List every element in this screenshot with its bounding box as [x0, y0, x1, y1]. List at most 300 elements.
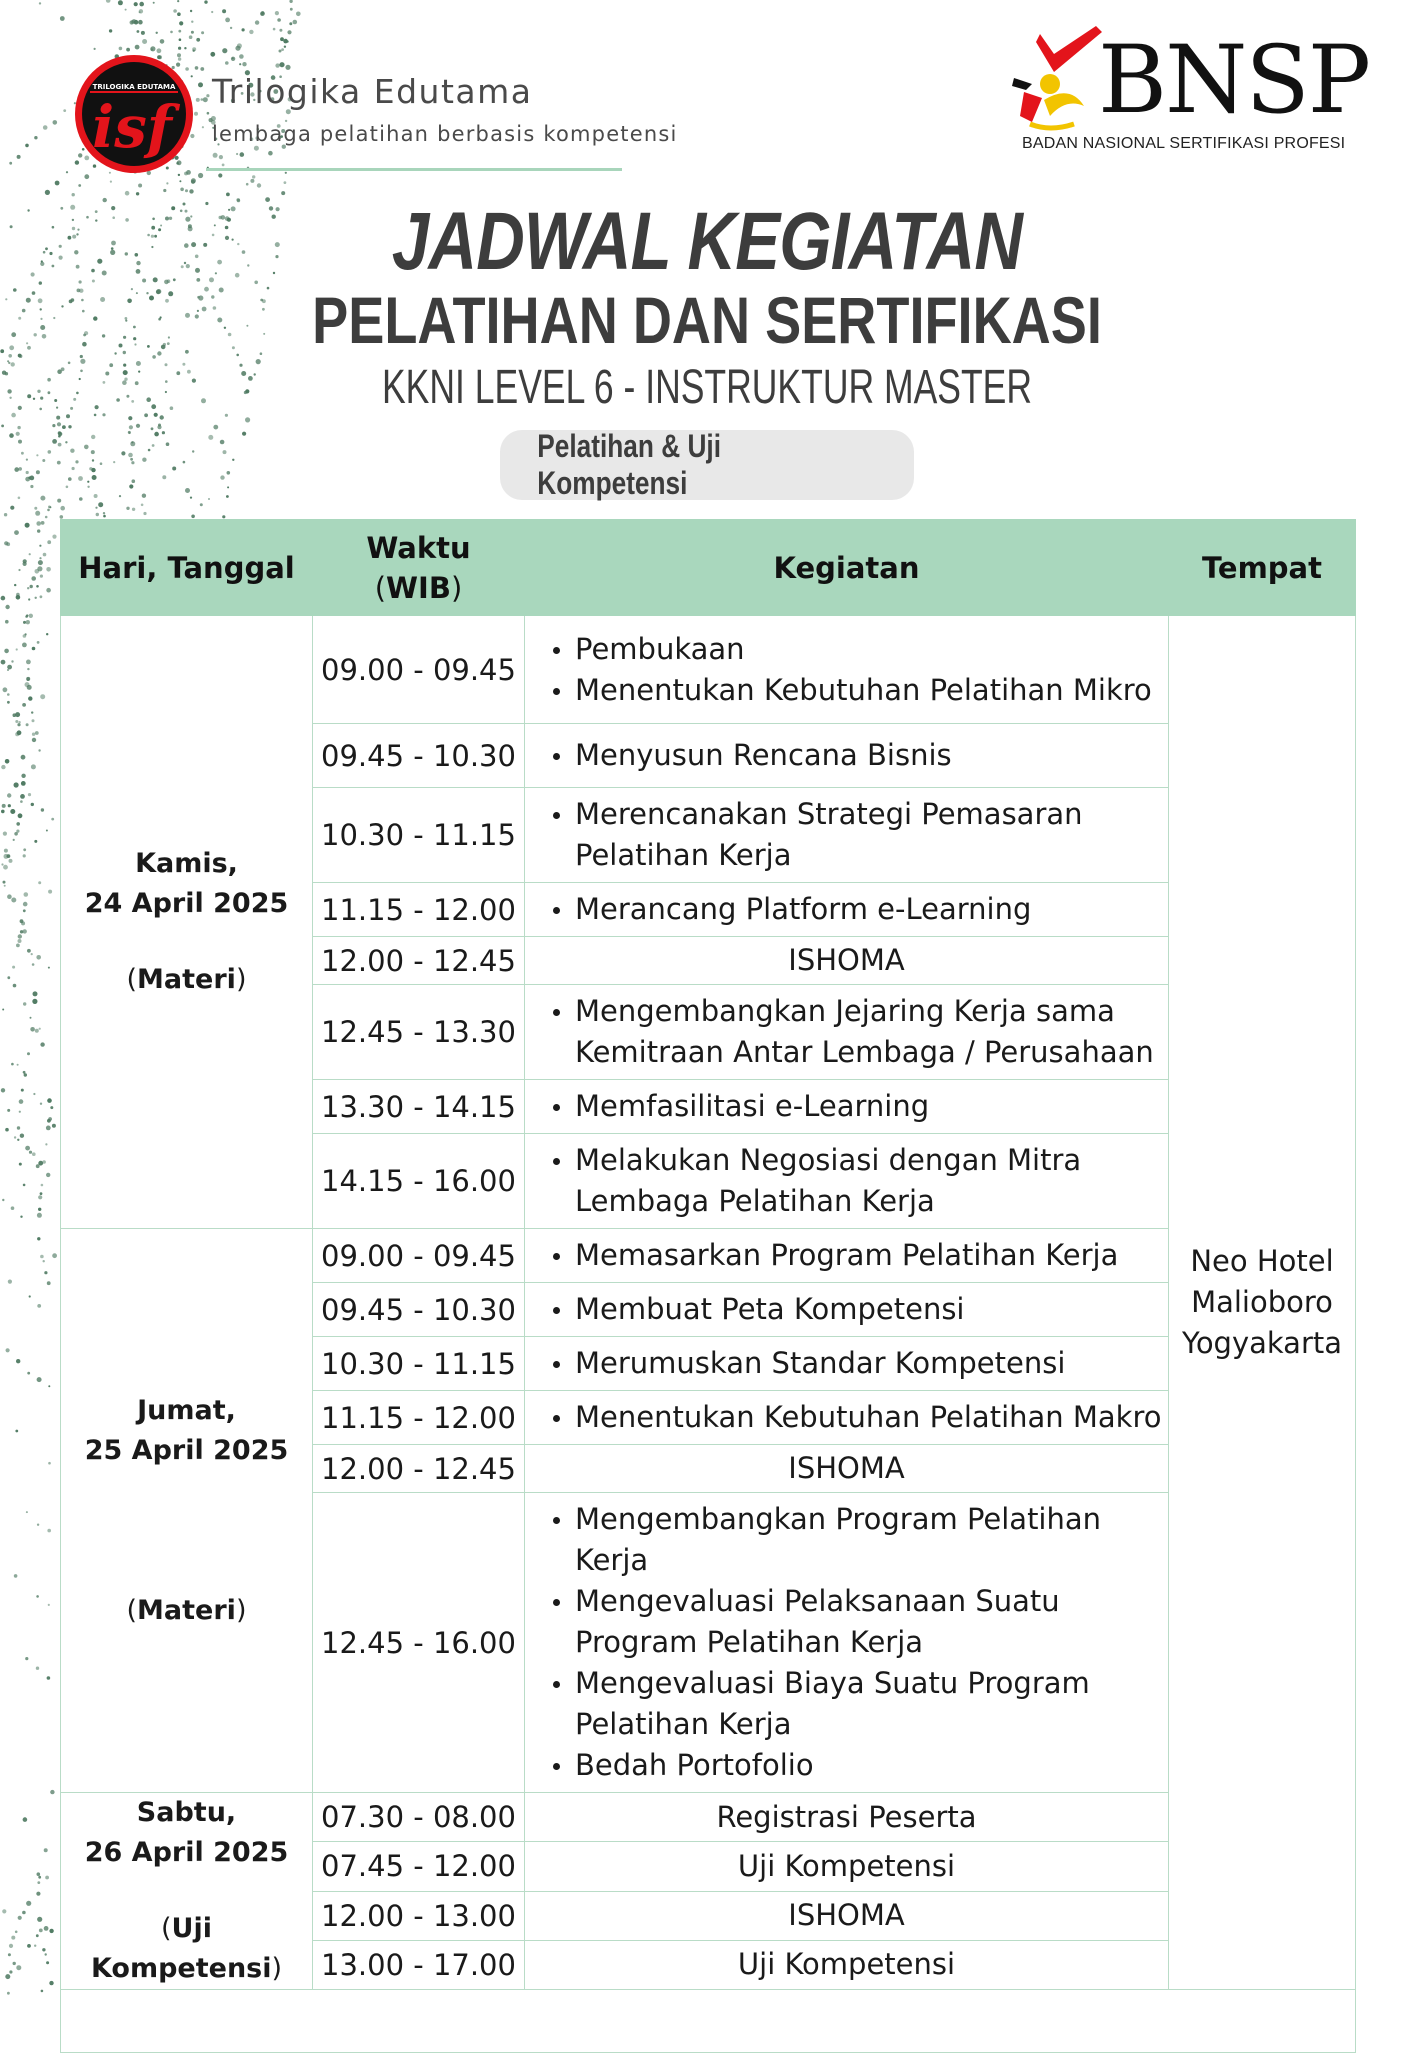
decor-dot [31, 953, 33, 955]
decor-dot [8, 1953, 11, 1956]
decor-dot [37, 1213, 42, 1218]
decor-dot [5, 620, 9, 624]
decor-dot [37, 641, 40, 644]
day-name: Jumat, [137, 1394, 236, 1426]
decor-dot [20, 1216, 22, 1218]
decor-dot [27, 949, 31, 953]
badge-label: Pelatihan & Uji Kompetensi [537, 428, 721, 501]
decor-dot [41, 1990, 44, 1993]
decor-dot [38, 560, 43, 565]
time-cell: 12.00 - 13.00 [313, 1891, 525, 1940]
decor-dot [47, 540, 51, 544]
decor-dot [37, 1524, 39, 1526]
decor-dot [7, 669, 9, 671]
decor-dot [8, 1280, 12, 1284]
decor-dot [1, 1088, 5, 1092]
decor-dot [41, 1184, 44, 1187]
day-type: Materi [137, 964, 236, 995]
bnsp-subtitle: BADAN NASIONAL SERTIFIKASI PROFESI [1022, 135, 1346, 152]
decor-dot [22, 643, 27, 648]
decor-dot [31, 803, 34, 806]
place-line: Malioboro [1191, 1285, 1333, 1319]
activity-item: Melakukan Negosiasi dengan Mitra Lembaga Pelatihan Kerja [575, 1140, 1168, 1222]
activity-cell [525, 724, 1169, 788]
decor-dot [18, 939, 22, 943]
decor-dot [17, 1064, 19, 1066]
decor-dot [14, 1574, 18, 1578]
decor-dot [11, 660, 13, 662]
decor-dot [37, 1917, 42, 1922]
decor-dot [5, 759, 10, 764]
decor-dot [5, 1128, 9, 1132]
decor-dot [7, 793, 11, 797]
decor-dot [37, 1237, 40, 1240]
decor-dot [29, 1151, 32, 1154]
decor-dot [34, 1945, 36, 1947]
decor-dot [13, 839, 15, 841]
decor-dot [23, 848, 26, 851]
decor-dot [21, 921, 25, 925]
time-cell: 09.45 - 10.30 [313, 724, 525, 788]
decor-dot [38, 1208, 41, 1211]
decor-dot [6, 1348, 10, 1352]
decor-dot [25, 523, 30, 528]
activity-item: Merencanakan Strategi Pemasaran Pelatihan Kerja [575, 794, 1168, 876]
decor-dot [26, 660, 31, 665]
decor-dot [29, 1295, 31, 1297]
activity-cell [525, 1337, 1169, 1391]
decor-dot [44, 1926, 49, 1931]
place-line: Neo Hotel [1190, 1244, 1334, 1278]
decor-dot [6, 542, 10, 546]
decor-dot [37, 1872, 41, 1876]
decor-dot [49, 1981, 53, 1985]
day-type: Materi [137, 1594, 236, 1626]
activity-item: Membuat Peta Kompetensi [575, 1289, 1168, 1330]
activity-cell [525, 883, 1169, 937]
header-activity: Kegiatan [525, 520, 1169, 616]
decor-dot [23, 1071, 26, 1074]
decor-dot [1, 863, 3, 865]
decor-dot [15, 1430, 18, 1433]
decor-dot [40, 694, 45, 699]
decor-dot [50, 1790, 54, 1794]
decor-dot [14, 584, 16, 586]
title-secondary: PELATIHAN DAN SERTIFIKASI [312, 283, 1102, 357]
bnsp-name: BNSP [1098, 26, 1369, 135]
decor-dot [49, 1929, 53, 1933]
decor-dot [7, 693, 10, 696]
decor-dot [48, 890, 52, 894]
decor-dot [17, 1126, 20, 1129]
decor-dot [45, 1143, 47, 1145]
day-cell: Jumat, 25 April 2025 (Materi) [61, 1229, 313, 1793]
activity-cell-centered: ISHOMA [525, 1891, 1169, 1940]
decor-dot [21, 781, 26, 786]
decor-dot [30, 585, 33, 588]
decor-dot [39, 1929, 43, 1933]
decor-dot [6, 854, 10, 858]
day-cell: Sabtu, 26 April 2025 (Uji Kompetensi) [61, 1793, 313, 1990]
decor-dot [40, 595, 43, 598]
decor-dot [7, 1109, 10, 1112]
decor-dot [52, 1124, 56, 1128]
decor-dot [34, 840, 37, 843]
decor-dot [47, 1119, 51, 1123]
decor-dot [3, 881, 6, 884]
decor-dot [32, 647, 36, 651]
decor-dot [16, 1965, 21, 1970]
activity-list [525, 629, 1168, 711]
activity-cell-centered: Uji Kompetensi [525, 1842, 1169, 1891]
decor-dot [27, 1372, 30, 1375]
decor-dot [16, 822, 20, 826]
decor-dot [36, 585, 39, 588]
decor-dot [20, 1134, 24, 1138]
decor-dot [1, 765, 5, 769]
decor-dot [32, 963, 35, 966]
decor-dot [38, 1876, 41, 1879]
decor-dot [11, 1206, 15, 1210]
decor-dot [41, 808, 44, 811]
decor-dot [15, 712, 20, 717]
decor-dot [16, 944, 20, 948]
decor-dot [9, 1970, 12, 1973]
decor-dot [16, 1359, 20, 1363]
decor-dot [25, 1657, 28, 1660]
activity-list [525, 794, 1168, 876]
activity-cell [525, 1493, 1169, 1793]
decor-dot [37, 529, 40, 532]
decor-dot [31, 764, 36, 769]
activity-item: Mengembangkan Program Pelatihan Kerja [575, 1499, 1168, 1581]
activity-cell-centered: ISHOMA [525, 1445, 1169, 1493]
decor-dot [16, 593, 20, 597]
activity-list [525, 1397, 1168, 1438]
decor-dot [7, 894, 12, 899]
day-name: Sabtu, [136, 1797, 237, 1828]
decor-dot [27, 1944, 31, 1948]
decor-dot [36, 521, 41, 526]
decor-dot [11, 898, 16, 903]
schedule-table-container [60, 519, 1355, 2053]
decor-dot [1, 660, 6, 665]
time-cell: 12.00 - 12.45 [313, 937, 525, 985]
place-cell [1169, 616, 1356, 1990]
decor-dot [48, 967, 50, 969]
decor-dot [23, 1002, 26, 1005]
brand-name: Trilogika Edutama [212, 72, 533, 111]
activity-list [525, 991, 1168, 1073]
decor-dot [36, 1667, 39, 1670]
decor-dot [24, 892, 29, 897]
time-cell: 07.45 - 12.00 [313, 1842, 525, 1891]
activity-cell [525, 1229, 1169, 1283]
decor-dot [23, 1817, 28, 1822]
decor-dot [23, 909, 26, 912]
decor-dot [43, 1260, 45, 1262]
decor-dot [38, 1195, 42, 1199]
activity-list [525, 735, 1168, 776]
decor-dot [48, 1385, 50, 1387]
activity-item: Memasarkan Program Pelatihan Kerja [575, 1235, 1168, 1276]
decor-dot [37, 1881, 40, 1884]
decor-dot [46, 567, 51, 572]
logo-ring-text: TRILOGIKA EDUTAMA [92, 83, 176, 91]
activity-cell [525, 1391, 1169, 1445]
bnsp-emblem-icon [1010, 24, 1106, 134]
decor-dot [35, 731, 39, 735]
day-name: Kamis, [135, 848, 238, 879]
header-time-zone: WIB [386, 570, 451, 605]
decor-dot [18, 934, 22, 938]
decor-dot [32, 1152, 36, 1156]
decor-dot [23, 1184, 26, 1187]
decor-dot [37, 1377, 42, 1382]
decor-dot [28, 793, 31, 796]
decor-dot [29, 553, 31, 555]
decor-dot [7, 701, 10, 704]
activity-item: Bedah Portofolio [575, 1745, 1168, 1786]
decor-dot [52, 1253, 57, 1258]
title-main: JADWAL KEGIATAN [391, 196, 1023, 287]
activity-list [525, 889, 1168, 930]
decor-dot [45, 1876, 49, 1880]
decor-dot [36, 1934, 39, 1937]
day-type: Uji Kompetensi [90, 1913, 272, 1984]
decor-dot [14, 1136, 16, 1138]
decor-dot [23, 902, 28, 907]
decor-dot [40, 1103, 42, 1105]
activity-cell [525, 1080, 1169, 1134]
activity-list [525, 1289, 1168, 1330]
decor-dot [31, 711, 33, 713]
activity-item: Mengembangkan Jejaring Kerja sama Kemitraan Antar Lembaga / Perusahaan [575, 991, 1168, 1073]
decor-dot [5, 1974, 10, 1979]
decor-dot [17, 730, 22, 735]
activity-list [525, 1235, 1168, 1276]
decor-dot [18, 721, 20, 723]
decor-dot [26, 620, 30, 624]
day-cell: Kamis, 24 April 2025 (Materi) [61, 616, 313, 1229]
activity-list [525, 1343, 1168, 1384]
schedule-body [61, 616, 1356, 2053]
decor-dot [7, 1992, 10, 1995]
activity-cell [525, 1283, 1169, 1337]
decor-dot [8, 804, 11, 807]
decor-dot [27, 587, 29, 589]
table-footer-row [61, 1990, 1356, 2053]
decor-dot [40, 1042, 44, 1046]
decor-dot [19, 1111, 21, 1113]
decor-dot [4, 885, 6, 887]
decor-dot [38, 749, 40, 751]
decor-dot [23, 621, 26, 624]
decor-dot [39, 1028, 41, 1030]
decor-dot [38, 1161, 43, 1166]
time-cell: 11.15 - 12.00 [313, 883, 525, 937]
decor-dot [30, 1027, 35, 1032]
decor-dot [26, 1901, 31, 1906]
activity-item: Merancang Platform e-Learning [575, 889, 1168, 930]
activity-item: Menyusun Rencana Bisnis [575, 735, 1168, 776]
decor-dot [36, 1892, 40, 1896]
decor-dot [2, 1199, 4, 1201]
decor-dot [9, 1944, 13, 1948]
decor-dot [28, 598, 30, 600]
decor-dot [46, 633, 48, 635]
decor-dot [9, 859, 13, 863]
brand-divider [206, 168, 622, 171]
decor-dot [14, 530, 19, 535]
decor-dot [2, 1009, 4, 1011]
decor-dot [48, 1604, 50, 1606]
decor-dot [1, 810, 5, 814]
decor-dot [16, 648, 18, 650]
decor-dot [26, 723, 29, 726]
activity-list [525, 1086, 1168, 1127]
activity-cell-centered: Uji Kompetensi [525, 1940, 1169, 1989]
decor-dot [11, 1936, 15, 1940]
decor-dot [43, 553, 47, 557]
decor-dot [4, 849, 8, 853]
decor-dot [35, 597, 37, 599]
day-date: 25 April 2025 [84, 1434, 289, 1466]
time-cell: 13.30 - 14.15 [313, 1080, 525, 1134]
time-cell: 12.45 - 13.30 [313, 985, 525, 1080]
activity-cell [525, 985, 1169, 1080]
decor-dot [38, 881, 41, 884]
activity-item: Mengevaluasi Biaya Suatu Program Pelatihan Kerja [575, 1663, 1168, 1745]
decor-dot [10, 809, 15, 814]
time-cell: 09.00 - 09.45 [313, 1229, 525, 1283]
time-cell: 10.30 - 11.15 [313, 788, 525, 883]
table-row [61, 1229, 1356, 1283]
decor-dot [20, 800, 23, 803]
decor-dot [18, 813, 23, 818]
activity-cell [525, 1134, 1169, 1229]
decor-dot [13, 984, 17, 988]
decor-dot [32, 738, 36, 742]
activity-item: Memfasilitasi e-Learning [575, 1086, 1168, 1127]
decor-dot [30, 1017, 32, 1019]
badge-pill [500, 430, 914, 500]
activity-cell-centered: Registrasi Peserta [525, 1793, 1169, 1842]
decor-dot [40, 575, 43, 578]
decor-dot [27, 668, 29, 670]
decor-dot [51, 818, 54, 821]
decor-dot [20, 930, 23, 933]
time-cell: 13.00 - 17.00 [313, 1940, 525, 1989]
decor-dot [32, 733, 35, 736]
activity-list [525, 1140, 1168, 1222]
time-cell: 09.00 - 09.45 [313, 616, 525, 724]
isf-logo [72, 52, 196, 176]
header-place: Tempat [1169, 520, 1356, 616]
decor-dot [47, 1676, 51, 1680]
decor-dot [36, 1595, 39, 1598]
decor-dot [20, 794, 25, 799]
time-cell: 09.45 - 10.30 [313, 1283, 525, 1337]
decor-dot [39, 557, 41, 559]
decor-dot [47, 1281, 51, 1285]
decor-dot [33, 1093, 35, 1095]
decor-dot [19, 1099, 24, 1104]
activity-item: Mengevaluasi Pelaksanaan Suatu Program Pelatihan Kerja [575, 1581, 1168, 1663]
decor-dot [2, 804, 6, 808]
decor-dot [15, 1931, 18, 1934]
table-footer-cell [61, 1990, 1356, 2053]
activity-item: Menentukan Kebutuhan Pelatihan Mikro [575, 670, 1168, 711]
decor-dot [12, 966, 15, 969]
decor-dot [52, 535, 56, 539]
time-cell: 12.45 - 16.00 [313, 1493, 525, 1793]
decor-dot [21, 755, 26, 760]
decor-dot [27, 678, 30, 681]
decor-dot [44, 1848, 48, 1852]
decor-dot [50, 1106, 53, 1109]
brand-tagline: lembaga pelatihan berbasis kompetensi [212, 122, 678, 146]
decor-dot [14, 832, 18, 836]
decor-dot [17, 1139, 19, 1141]
decor-dot [7, 976, 10, 979]
decor-dot [46, 830, 48, 832]
decor-dot [37, 566, 42, 571]
decor-dot [32, 719, 35, 722]
page-header [0, 0, 1414, 520]
decor-dot [47, 1529, 51, 1533]
decor-dot [17, 723, 20, 726]
activity-cell [525, 616, 1169, 724]
decor-dot [48, 1462, 51, 1465]
decor-dot [41, 521, 45, 525]
header-time-label: Waktu [366, 530, 471, 565]
decor-dot [23, 562, 27, 566]
decor-dot [3, 687, 8, 692]
time-cell: 12.00 - 12.45 [313, 1445, 525, 1493]
activity-cell-centered: ISHOMA [525, 937, 1169, 985]
decor-dot [46, 1173, 50, 1177]
activity-cell [525, 788, 1169, 883]
activity-item: Merumuskan Standar Kompetensi [575, 1343, 1168, 1384]
decor-dot [36, 955, 41, 960]
decor-dot [46, 588, 51, 593]
decor-dot [15, 720, 18, 723]
decor-dot [26, 1511, 28, 1513]
decor-dot [25, 615, 28, 618]
place-line: Yogyakarta [1181, 1326, 1343, 1360]
logo-text: isf [92, 93, 172, 161]
decor-dot [11, 1063, 14, 1066]
decor-dot [40, 1255, 44, 1259]
decor-dot [47, 1098, 52, 1103]
activity-list [525, 1499, 1168, 1786]
decor-dot [18, 1916, 22, 1920]
decor-dot [13, 1962, 16, 1965]
decor-dot [27, 1052, 30, 1055]
decor-dot [23, 854, 26, 857]
decor-dot [35, 1029, 39, 1033]
title-level: KKNI LEVEL 6 - INSTRUKTUR MASTER [381, 361, 1032, 414]
decor-dot [5, 605, 9, 609]
activity-item: Pembukaan [575, 629, 1168, 670]
decor-dot [1, 596, 6, 601]
time-cell: 11.15 - 12.00 [313, 1391, 525, 1445]
decor-dot [22, 703, 26, 707]
decor-dot [42, 1948, 45, 1951]
activity-item: Menentukan Kebutuhan Pelatihan Makro [575, 1397, 1168, 1438]
decor-dot [25, 682, 30, 687]
